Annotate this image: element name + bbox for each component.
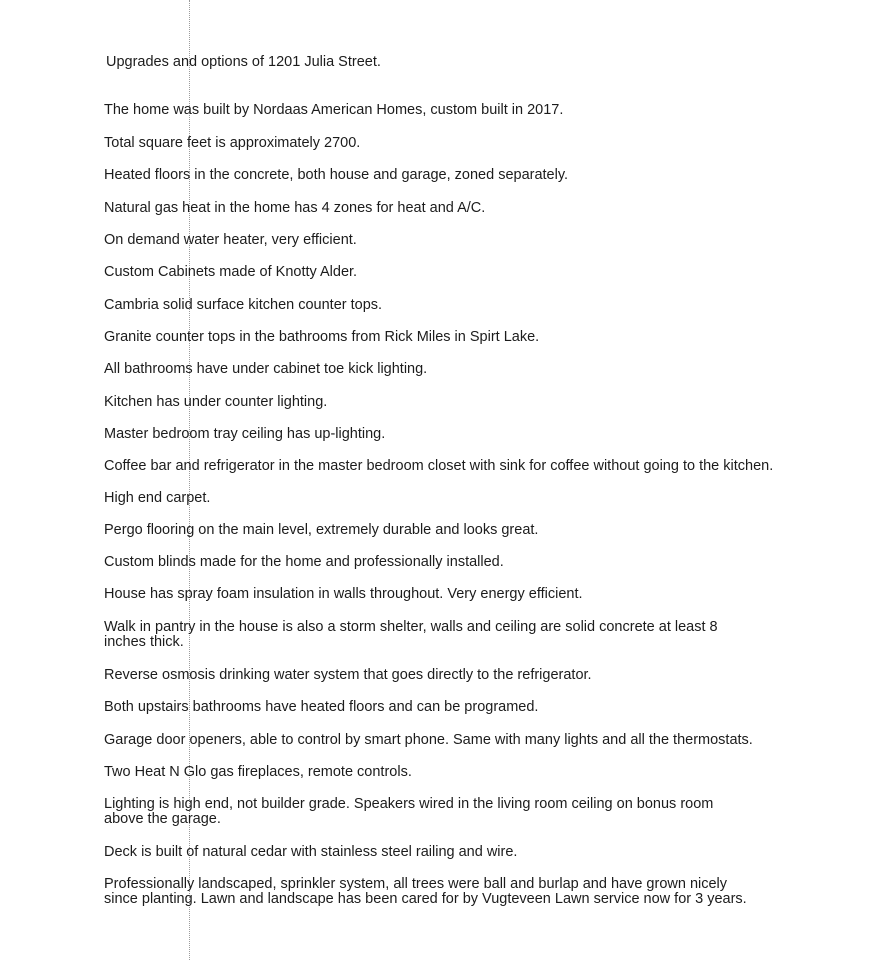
list-item: Pergo flooring on the main level, extremely durable and looks great. xyxy=(104,522,539,538)
list-item: Total square feet is approximately 2700. xyxy=(104,135,361,151)
list-item: On demand water heater, very efficient. xyxy=(104,232,357,248)
list-item: High end carpet. xyxy=(104,490,211,506)
list-item: The home was built by Nordaas American Homes, custom built in 2017. xyxy=(104,102,564,118)
list-item: Granite counter tops in the bathrooms from Rick Miles in Spirt Lake. xyxy=(104,329,540,345)
list-item: Natural gas heat in the home has 4 zones for heat and A/C. xyxy=(104,200,486,216)
list-item: Custom blinds made for the home and professionally installed. xyxy=(104,554,504,570)
list-item: Kitchen has under counter lighting. xyxy=(104,394,328,410)
list-item: Custom Cabinets made of Knotty Alder. xyxy=(104,264,358,280)
list-item: Both upstairs bathrooms have heated floors and can be programed. xyxy=(104,699,539,715)
list-item: Master bedroom tray ceiling has up-lighting. xyxy=(104,426,386,442)
document-title: Upgrades and options of 1201 Julia Street. xyxy=(106,54,381,70)
list-item: Reverse osmosis drinking water system that goes directly to the refrigerator. xyxy=(104,667,592,683)
list-item: Walk in pantry in the house is also a storm shelter, walls and ceiling are solid concrete at least 8 inches thick. xyxy=(104,619,718,650)
list-item: All bathrooms have under cabinet toe kick lighting. xyxy=(104,361,428,377)
list-item: Lighting is high end, not builder grade. Speakers wired in the living room ceiling on bonus room above the garage. xyxy=(104,796,714,827)
list-item: Garage door openers, able to control by smart phone. Same with many lights and all the thermostats. xyxy=(104,732,753,748)
list-item: Professionally landscaped, sprinkler system, all trees were ball and burlap and have grown nicely since planting. Lawn and landscape has been cared for by Vugteveen Lawn service now for 3 years. xyxy=(104,876,747,907)
list-item: Cambria solid surface kitchen counter tops. xyxy=(104,297,383,313)
list-item: Two Heat N Glo gas fireplaces, remote controls. xyxy=(104,764,412,780)
list-item: Deck is built of natural cedar with stainless steel railing and wire. xyxy=(104,844,518,860)
list-item: Heated floors in the concrete, both house and garage, zoned separately. xyxy=(104,167,569,183)
list-item: Coffee bar and refrigerator in the master bedroom closet with sink for coffee without going to the kitchen. xyxy=(104,458,774,474)
list-item: House has spray foam insulation in walls throughout. Very energy efficient. xyxy=(104,586,583,602)
